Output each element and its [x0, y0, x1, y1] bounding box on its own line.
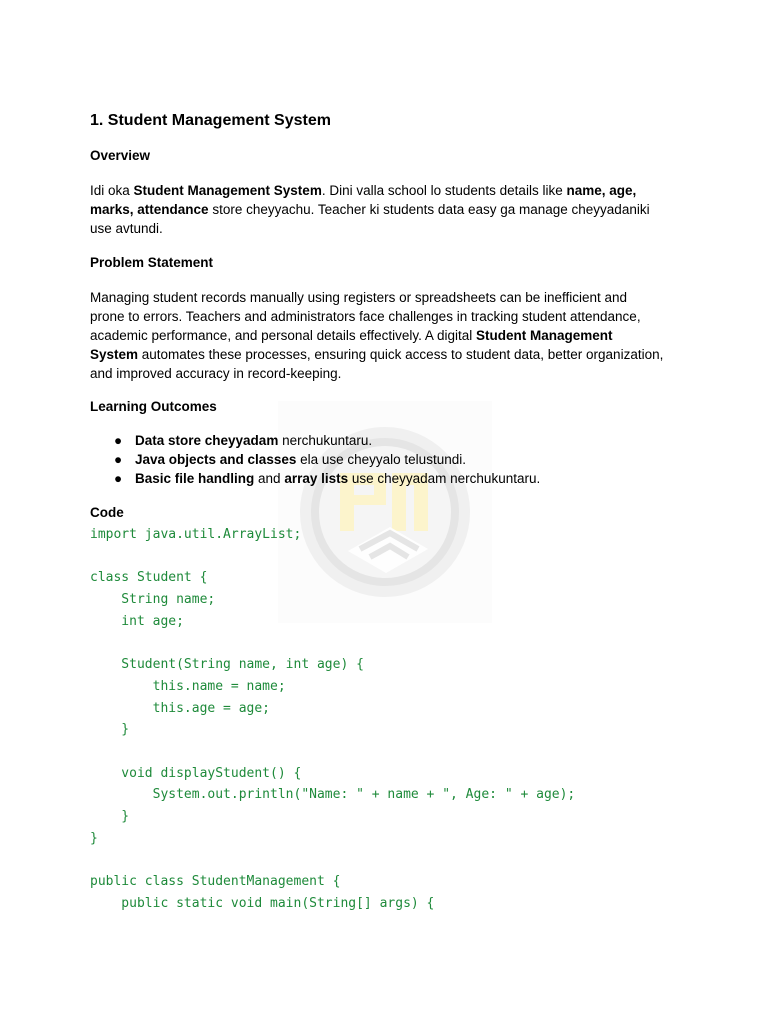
bullet-icon: ●: [114, 433, 123, 448]
code-line: int age;: [90, 613, 184, 629]
text-run: and improved accuracy in record-keeping.: [90, 366, 342, 381]
bold-text: marks, attendance: [90, 202, 209, 217]
text-run: ela use cheyyalo telustundi.: [296, 452, 466, 467]
list-item-text: [135, 452, 466, 467]
bold-text: Data store cheyyadam: [135, 433, 279, 448]
text-run: Managing student records manually using registers or spreadsheets can be inefficient and: [90, 290, 628, 305]
code-line: String name;: [90, 592, 216, 608]
code-line: [90, 546, 575, 568]
list-item: [90, 431, 540, 450]
bold-text: Java objects and classes: [135, 452, 297, 467]
code-line: [90, 632, 575, 654]
paragraph-line: [90, 181, 690, 200]
code-line: import java.util.ArrayList;: [90, 527, 302, 542]
code-line: [90, 849, 575, 871]
bold-text: name, age,: [566, 183, 637, 198]
list-item: [90, 469, 540, 488]
code-line: System.out.println("Name: " + name + ", Age: " + age);: [90, 787, 576, 803]
text-run: prone to errors. Teachers and administrators face challenges in tracking student attendance,: [90, 309, 641, 324]
bold-text: Basic file handling: [135, 471, 255, 486]
code-block: [90, 524, 575, 914]
code-line: }: [90, 808, 130, 824]
bold-text: System: [90, 347, 139, 362]
code-line: this.age = age;: [90, 700, 271, 716]
list-item-text: [135, 471, 540, 486]
paragraph-line: [90, 307, 690, 326]
code-line: }: [90, 830, 98, 846]
code-line: public class StudentManagement {: [90, 874, 341, 889]
code-line: }: [90, 722, 130, 738]
list-item: [90, 450, 540, 469]
problem-paragraph: [90, 288, 690, 383]
code-line: this.name = name;: [90, 678, 286, 694]
list-item-text: [135, 433, 372, 448]
bold-text: Student Management: [475, 328, 613, 343]
paragraph-line: [90, 288, 690, 307]
code-line: class Student {: [90, 570, 208, 586]
code-line: [90, 741, 575, 763]
paragraph-line: [90, 364, 690, 383]
paragraph-line: [90, 200, 690, 219]
problem-heading: Problem Statement: [90, 255, 214, 270]
paragraph-line: [90, 345, 690, 364]
text-run: . Dini valla school lo students details like: [321, 183, 567, 198]
bold-text: Student Management System: [133, 183, 322, 198]
text-run: and: [254, 471, 285, 486]
text-run: nerchukuntaru.: [278, 433, 373, 448]
bold-text: array lists: [284, 471, 349, 486]
text-run: Idi oka: [90, 183, 134, 198]
code-line: void displayStudent() {: [90, 765, 302, 781]
text-run: store cheyyachu. Teacher ki students data easy ga manage cheyyadaniki: [208, 202, 650, 217]
paragraph-line: [90, 326, 690, 345]
bullet-icon: ●: [114, 471, 123, 486]
overview-heading: Overview: [90, 148, 151, 163]
code-line: public static void main(String[] args) {: [90, 895, 435, 911]
text-run: use avtundi.: [90, 221, 163, 236]
page-title: 1. Student Management System: [90, 112, 331, 129]
paragraph-line: [90, 219, 690, 238]
text-run: academic performance, and personal details effectively. A digital: [90, 328, 476, 343]
text-run: automates these processes, ensuring quick access to student data, better organization,: [138, 347, 664, 362]
overview-paragraph: [90, 181, 690, 238]
outcomes-heading: Learning Outcomes: [90, 399, 217, 414]
code-heading: Code: [90, 505, 124, 520]
text-run: use cheyyadam nerchukuntaru.: [348, 471, 541, 486]
outcomes-list: [90, 431, 540, 488]
bullet-icon: ●: [114, 452, 123, 467]
code-line: Student(String name, int age) {: [90, 657, 364, 673]
